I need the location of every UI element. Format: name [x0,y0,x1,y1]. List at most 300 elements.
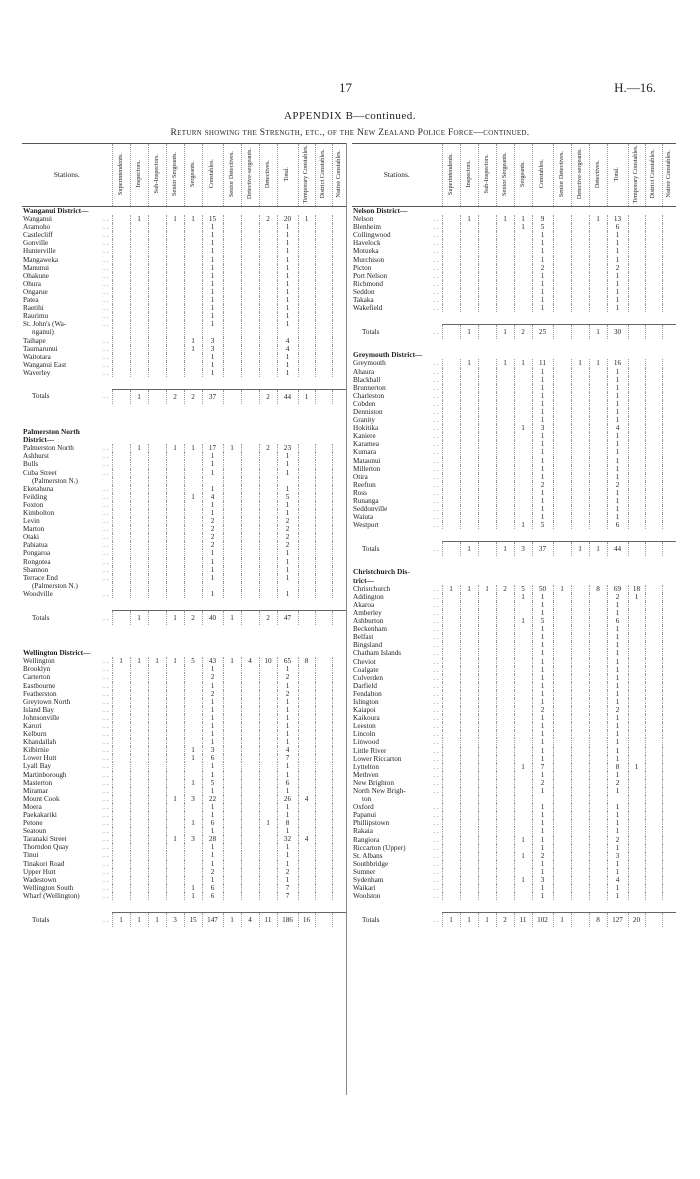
count-cell [298,533,315,541]
count-cell [645,368,662,376]
count-cell [496,641,514,649]
count-cell [130,892,148,900]
count-cell [571,304,589,312]
count-cell [332,722,346,730]
count-cell [460,593,478,601]
column-header [589,144,607,207]
count-cell [332,369,346,377]
count-cell [332,264,346,272]
station-row [352,803,676,811]
count-cell [166,574,184,582]
count-cell [442,601,460,609]
count-cell [662,288,676,296]
count-cell [571,440,589,448]
count-cell [478,400,496,408]
count-cell [553,714,571,722]
count-cell: 1 [202,353,223,361]
count-cell: 4 [202,493,223,501]
count-cell [571,473,589,481]
count-cell [315,444,332,452]
column-header-label: Senior Detectives. [557,150,565,198]
count-cell [259,533,277,541]
district-heading-row [22,428,346,436]
dot-leader: . . [103,738,109,747]
count-cell [628,787,645,795]
count-cell [298,320,315,328]
dot-leader: . . [433,827,439,836]
totals-label: Totals [32,915,50,924]
station-row [22,746,346,754]
station-name: Fendalton [353,689,382,698]
count-cell [315,533,332,541]
column-divider [346,143,347,1095]
count-cell [166,819,184,827]
count-cell [460,738,478,746]
count-cell: 1 [277,787,298,795]
count-cell [589,280,607,288]
count-cell [130,803,148,811]
count-cell [332,444,346,452]
dot-leader: . . [433,432,439,441]
station-name: Carterton [23,673,51,682]
count-cell [571,779,589,787]
count-cell [460,633,478,641]
count-cell [148,320,166,328]
count-cell [442,457,460,465]
station-name: Lower Riccarton [353,754,402,763]
column-header [553,144,571,207]
count-cell [148,280,166,288]
count-cell [442,384,460,392]
count-cell [662,424,676,432]
count-cell [571,844,589,852]
station-row [22,673,346,681]
station-row [22,469,346,477]
count-cell: 20 [277,215,298,223]
count-cell [460,625,478,633]
station-name: Wellington [23,657,55,666]
count-cell [662,497,676,505]
empty-cell [130,477,148,485]
station-row [22,369,346,377]
count-cell: 2 [202,525,223,533]
count-cell [628,359,645,367]
spacer-cell [22,377,346,390]
count-cell: 1 [277,320,298,328]
count-cell: 1 [607,666,628,674]
count-cell [241,779,259,787]
count-cell [315,706,332,714]
count-cell [332,223,346,231]
count-cell: 6 [607,223,628,231]
station-row [22,345,346,353]
count-cell: 4 [277,345,298,353]
count-cell [442,408,460,416]
count-cell [662,223,676,231]
count-cell [553,811,571,819]
count-cell [166,706,184,714]
station-row [352,860,676,868]
count-cell [315,803,332,811]
station-name: Waikari [353,884,376,893]
count-cell [298,843,315,851]
dot-leader: . . [433,665,439,674]
count-cell [662,264,676,272]
count-cell [645,601,662,609]
count-cell: 147 [202,913,223,928]
count-cell [496,787,514,795]
count-cell [478,440,496,448]
count-cell [514,819,532,827]
count-cell [259,811,277,819]
count-cell: 8 [298,657,315,665]
count-cell [442,892,460,900]
count-cell [628,247,645,255]
count-cell [130,738,148,746]
count-cell [553,658,571,666]
count-cell [112,811,130,819]
count-cell [571,690,589,698]
station-name: Gonville [23,239,49,248]
count-cell [478,625,496,633]
count-cell [478,272,496,280]
count-cell [662,272,676,280]
count-cell: 1 [607,771,628,779]
station-name: Mataunui [353,456,381,465]
count-cell: 1 [277,288,298,296]
count-cell [589,779,607,787]
count-cell: 1 [514,223,532,231]
count-cell [645,585,662,593]
count-cell: 3 [607,852,628,860]
count-cell [166,533,184,541]
count-cell [241,452,259,460]
count-cell [298,746,315,754]
count-cell: 1 [277,706,298,714]
count-cell [148,835,166,843]
count-cell: 15 [184,913,202,928]
count-cell [553,771,571,779]
count-cell [496,368,514,376]
count-cell [628,264,645,272]
count-cell [315,469,332,477]
station-row [22,239,346,247]
count-cell [315,525,332,533]
station-name: Phillipstown [353,819,390,828]
count-cell [662,779,676,787]
count-cell [166,754,184,762]
count-cell [315,787,332,795]
count-cell [514,884,532,892]
count-cell [662,280,676,288]
count-cell [223,264,241,272]
count-cell [332,509,346,517]
dot-leader: . . [103,673,109,682]
count-cell [478,231,496,239]
count-cell [460,505,478,513]
count-cell [148,337,166,345]
count-cell [662,763,676,771]
count-cell [223,819,241,827]
count-cell [589,368,607,376]
count-cell [130,698,148,706]
count-cell [223,860,241,868]
count-cell [571,288,589,296]
count-cell [130,722,148,730]
count-cell [628,609,645,617]
station-row [352,617,676,625]
station-name: Riccarton (Upper) [353,843,406,852]
count-cell [478,457,496,465]
count-cell [298,337,315,345]
count-cell [571,771,589,779]
station-name: Westport [353,521,379,530]
count-cell: 1 [112,913,130,928]
count-cell [148,239,166,247]
count-cell [148,811,166,819]
station-row [22,851,346,859]
count-cell [166,771,184,779]
count-cell [662,542,676,557]
count-cell: 1 [532,408,553,416]
count-cell [298,549,315,557]
count-cell [148,509,166,517]
count-cell [553,247,571,255]
count-cell [442,448,460,456]
count-cell [460,473,478,481]
column-header [628,144,645,207]
count-cell: 1 [277,722,298,730]
count-cell [184,239,202,247]
count-cell [332,485,346,493]
count-cell [259,239,277,247]
dot-leader: . . [103,565,109,574]
count-cell [332,698,346,706]
count-cell [315,722,332,730]
column-header [478,144,496,207]
count-cell [298,690,315,698]
count-cell [112,892,130,900]
count-cell [442,868,460,876]
count-cell [645,747,662,755]
count-cell [241,698,259,706]
spacer-cell [352,339,676,351]
count-cell [259,304,277,312]
count-cell [241,892,259,900]
count-cell [589,400,607,408]
count-cell [332,682,346,690]
count-cell [496,706,514,714]
count-cell [662,585,676,593]
column-header-label: Native Constables. [664,150,672,198]
count-cell [478,296,496,304]
count-cell [645,593,662,601]
count-cell [645,714,662,722]
count-cell [259,843,277,851]
count-cell [241,738,259,746]
count-cell [478,747,496,755]
count-cell [571,465,589,473]
count-cell [223,722,241,730]
count-cell [223,690,241,698]
count-cell [442,247,460,255]
station-name: Southbridge [353,859,389,868]
count-cell: 1 [202,239,223,247]
count-cell [662,738,676,746]
station-row [22,256,346,264]
count-cell: 1 [589,325,607,340]
count-cell [589,489,607,497]
station-row [22,795,346,803]
count-cell [184,256,202,264]
count-cell [259,558,277,566]
count-cell: 1 [589,359,607,367]
station-row [22,714,346,722]
station-row [352,819,676,827]
count-cell [478,264,496,272]
dot-leader: . . [433,617,439,626]
station-row [352,368,676,376]
station-name: Shannon [23,565,49,574]
count-cell [645,819,662,827]
empty-cell [332,328,346,336]
count-cell [553,256,571,264]
count-cell [571,787,589,795]
count-cell: 1 [532,384,553,392]
count-cell [645,505,662,513]
dot-leader: . . [103,794,109,803]
count-cell [259,665,277,673]
column-header-label: Constables. [208,159,216,189]
station-row [22,320,346,328]
count-cell: 2 [277,517,298,525]
count-cell [628,690,645,698]
count-cell [148,361,166,369]
count-cell [662,836,676,844]
count-cell: 1 [607,368,628,376]
count-cell [553,542,571,557]
count-cell [112,762,130,770]
spacer-row [352,339,676,351]
count-cell [514,288,532,296]
count-cell [259,673,277,681]
count-cell [184,452,202,460]
count-cell: 1 [532,457,553,465]
count-cell [628,489,645,497]
station-name: Islington [353,697,379,706]
count-cell [589,264,607,272]
station-row [22,272,346,280]
count-cell [628,884,645,892]
count-cell [628,215,645,223]
count-cell [496,730,514,738]
count-cell [478,682,496,690]
column-header-label: Senior Detectives. [227,150,235,198]
count-cell [460,844,478,852]
dot-leader: . . [433,279,439,288]
count-cell [442,368,460,376]
count-cell [628,376,645,384]
count-cell: 1 [166,657,184,665]
count-cell [589,304,607,312]
count-cell: 1 [184,493,202,501]
count-cell: 2 [532,706,553,714]
count-cell [442,288,460,296]
count-cell [460,239,478,247]
count-cell: 1 [202,296,223,304]
dot-leader: . . [433,399,439,408]
station-name: Masterton [23,778,53,787]
count-cell [662,658,676,666]
dot-leader: . . [103,589,109,598]
count-cell [442,424,460,432]
count-cell: 1 [277,452,298,460]
count-cell: 1 [532,231,553,239]
count-cell: 1 [277,509,298,517]
count-cell [259,851,277,859]
count-cell [571,625,589,633]
count-cell [148,714,166,722]
count-cell [628,296,645,304]
count-cell [645,633,662,641]
count-cell [589,876,607,884]
count-cell [130,827,148,835]
count-cell [166,779,184,787]
count-cell [332,312,346,320]
count-cell [589,698,607,706]
count-cell [442,521,460,529]
count-cell [645,465,662,473]
station-name: Woolston [353,892,381,901]
count-cell [332,738,346,746]
count-cell: 2 [184,611,202,626]
count-cell [130,590,148,598]
dot-leader: . . [433,835,439,844]
count-cell: 1 [460,325,478,340]
dot-leader: . . [433,811,439,820]
count-cell: 1 [532,827,553,835]
count-cell [241,566,259,574]
count-cell [645,457,662,465]
count-cell: 1 [607,738,628,746]
count-cell [571,296,589,304]
count-cell [241,501,259,509]
station-name: Wanganui [23,215,52,224]
count-cell [315,304,332,312]
station-name: Palmerston North [23,444,74,453]
count-cell: 1 [223,611,241,626]
district-name: Nelson District— [353,206,408,215]
count-cell [315,509,332,517]
count-cell [223,525,241,533]
count-cell: 1 [202,738,223,746]
count-cell [442,827,460,835]
count-cell [514,376,532,384]
empty-cell [184,328,202,336]
count-cell [645,231,662,239]
count-cell [223,795,241,803]
count-cell [514,440,532,448]
count-cell: 3 [184,795,202,803]
count-cell: 1 [277,239,298,247]
dot-leader: . . [433,892,439,901]
count-cell [315,771,332,779]
dot-leader: . . [103,263,109,272]
count-cell [184,673,202,681]
column-header-label: Sergeants. [518,160,526,187]
count-cell [460,272,478,280]
dot-leader: . . [103,811,109,819]
